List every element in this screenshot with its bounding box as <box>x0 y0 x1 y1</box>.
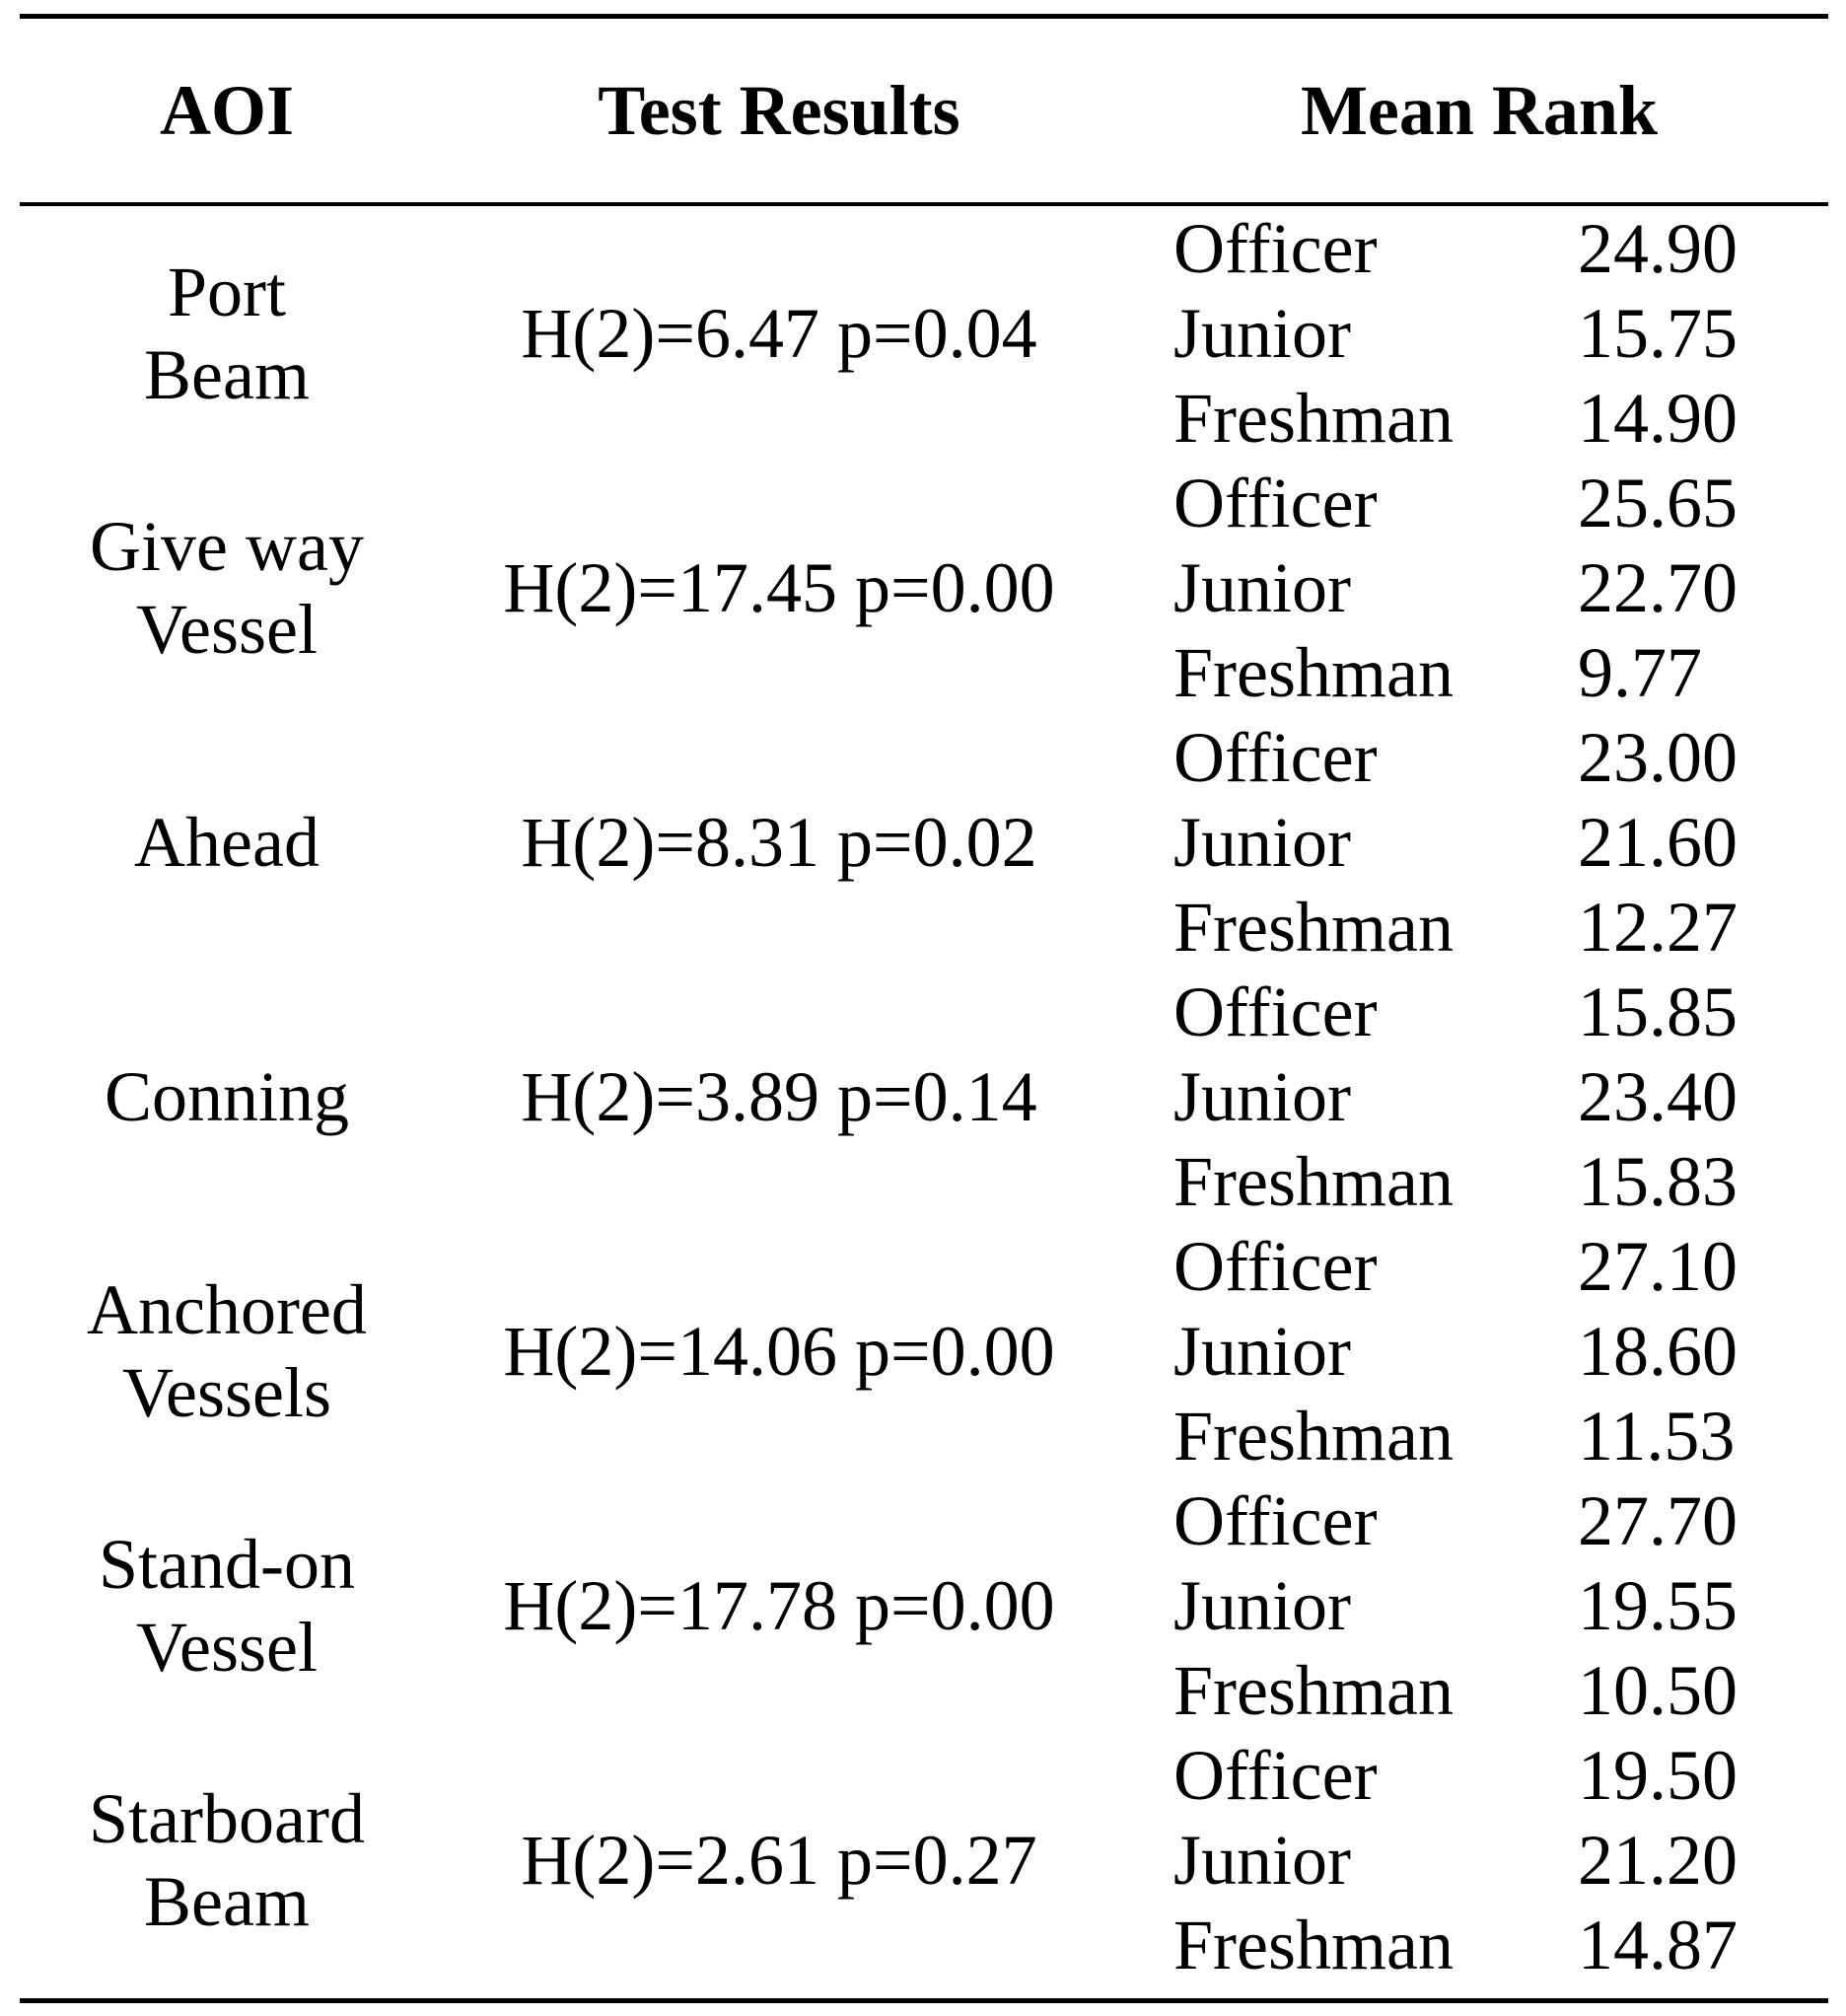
rank-row <box>0 1648 1846 1733</box>
rank-row <box>0 1733 1846 1818</box>
rank-row <box>0 461 1846 545</box>
rank-value: 19.55 <box>1578 1566 1738 1645</box>
rank-group: Officer <box>1173 972 1378 1051</box>
rank-value: 12.27 <box>1578 888 1738 967</box>
rank-row <box>0 1478 1846 1563</box>
rank-group: Junior <box>1173 1057 1351 1136</box>
test-result-cell: H(2)=17.45 p=0.00 <box>503 548 1055 627</box>
rank-value: 27.70 <box>1578 1481 1738 1560</box>
table-row <box>0 1733 1846 1987</box>
aoi-label: Ahead <box>134 803 320 882</box>
table-row <box>0 206 1846 461</box>
rank-value: 18.60 <box>1578 1312 1738 1391</box>
header-mean-rank: Mean Rank <box>1300 71 1659 150</box>
rank-row <box>0 1394 1846 1478</box>
rank-row <box>0 291 1846 376</box>
rank-group: Officer <box>1173 718 1378 797</box>
header-aoi: AOI <box>159 71 295 150</box>
rank-row <box>0 1309 1846 1394</box>
rank-value: 9.77 <box>1578 633 1702 712</box>
test-result-cell: H(2)=17.78 p=0.00 <box>503 1566 1055 1645</box>
test-result-cell: H(2)=3.89 p=0.14 <box>521 1057 1037 1136</box>
header-test-results: Test Results <box>598 71 960 150</box>
rank-value: 19.50 <box>1578 1736 1738 1815</box>
rank-row <box>0 1563 1846 1648</box>
rank-value: 15.83 <box>1578 1142 1738 1221</box>
rank-value: 21.60 <box>1578 803 1738 882</box>
aoi-label: Anchored Vessels <box>87 1270 367 1432</box>
rank-value: 25.65 <box>1578 464 1738 542</box>
table-bottom-rule <box>20 1998 1828 2003</box>
test-result-cell: H(2)=2.61 p=0.27 <box>521 1821 1037 1900</box>
rank-group: Junior <box>1173 1566 1351 1645</box>
rank-group: Freshman <box>1173 379 1454 458</box>
rank-row <box>0 206 1846 291</box>
rank-group: Freshman <box>1173 1397 1454 1476</box>
aoi-label: Give way Vessel <box>90 507 364 669</box>
rank-value: 23.00 <box>1578 718 1738 797</box>
rank-row <box>0 800 1846 885</box>
rank-group: Officer <box>1173 1736 1378 1815</box>
rank-group: Junior <box>1173 1821 1351 1900</box>
aoi-label: Port Beam <box>144 252 310 414</box>
rank-value: 27.10 <box>1578 1227 1738 1306</box>
rank-group: Freshman <box>1173 633 1454 712</box>
rank-value: 11.53 <box>1578 1397 1736 1476</box>
rank-value: 15.75 <box>1578 294 1738 373</box>
rank-row <box>0 1903 1846 1987</box>
rank-value: 22.70 <box>1578 548 1738 627</box>
rank-group: Officer <box>1173 464 1378 542</box>
test-result-cell: H(2)=14.06 p=0.00 <box>503 1312 1055 1391</box>
table-row <box>0 970 1846 1224</box>
rank-group: Junior <box>1173 1312 1351 1391</box>
test-result-cell: H(2)=8.31 p=0.02 <box>521 803 1037 882</box>
rank-row <box>0 1054 1846 1139</box>
rank-group: Officer <box>1173 209 1378 288</box>
rank-value: 23.40 <box>1578 1057 1738 1136</box>
rank-group: Officer <box>1173 1227 1378 1306</box>
rank-row <box>0 376 1846 461</box>
table-row <box>0 1478 1846 1733</box>
rank-group: Officer <box>1173 1481 1378 1560</box>
rank-group: Freshman <box>1173 1906 1454 1984</box>
rank-group: Freshman <box>1173 1142 1454 1221</box>
rank-value: 15.85 <box>1578 972 1738 1051</box>
rank-group: Freshman <box>1173 1651 1454 1730</box>
rank-row <box>0 885 1846 970</box>
rank-row <box>0 1818 1846 1903</box>
rank-value: 14.90 <box>1578 379 1738 458</box>
table-row <box>0 715 1846 970</box>
table-row <box>0 1224 1846 1478</box>
rank-row <box>0 630 1846 715</box>
rank-row <box>0 715 1846 800</box>
table-header <box>0 19 1846 202</box>
aoi-label: Conning <box>104 1057 350 1136</box>
rank-value: 14.87 <box>1578 1906 1738 1984</box>
rank-group: Junior <box>1173 548 1351 627</box>
aoi-label: Starboard Beam <box>89 1779 365 1941</box>
rank-row <box>0 1224 1846 1309</box>
rank-value: 24.90 <box>1578 209 1738 288</box>
aoi-label: Stand-on Vessel <box>99 1525 355 1687</box>
rank-group: Junior <box>1173 294 1351 373</box>
test-result-cell: H(2)=6.47 p=0.04 <box>521 294 1037 373</box>
rank-value: 10.50 <box>1578 1651 1738 1730</box>
rank-group: Junior <box>1173 803 1351 882</box>
rank-value: 21.20 <box>1578 1821 1738 1900</box>
rank-group: Freshman <box>1173 888 1454 967</box>
rank-row <box>0 545 1846 630</box>
rank-row <box>0 1139 1846 1224</box>
table-row <box>0 461 1846 715</box>
rank-row <box>0 970 1846 1054</box>
